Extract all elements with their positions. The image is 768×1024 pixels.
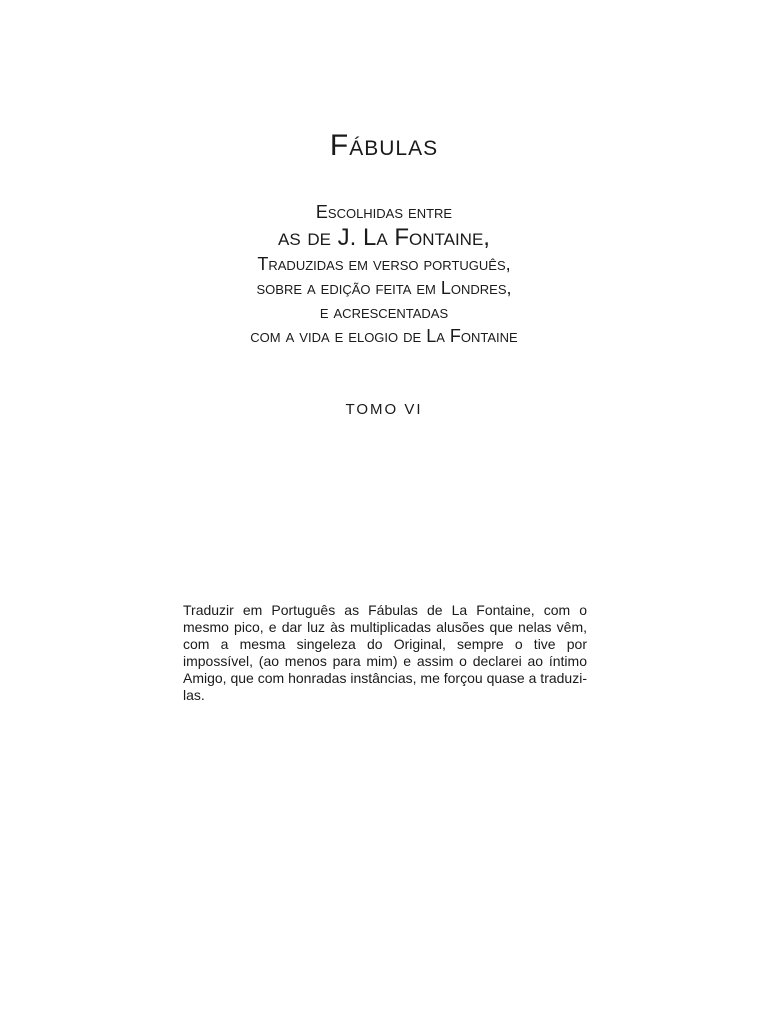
subtitle-line-4: sobre a edição feita em Londres, — [256, 278, 512, 298]
subtitle-line-5: e acrescentadas — [319, 302, 449, 322]
subtitle-line-2: as de J. La Fontaine, — [278, 224, 490, 251]
book-title: Fábulas — [329, 129, 439, 162]
preface-paragraph: Traduzir em Português as Fábulas de La Fontaine, com o mesmo pico, e dar luz às multiplicadas alusões que nelas vêm, com a mesma singeleza do Original, sempre o tive por impossível, (ao menos para mim) e assim o declarei ao íntimo Amigo, que com honradas instâncias, me forçou quase a traduzi-las. — [183, 602, 587, 703]
subtitle-line-3: Traduzidas em verso português, — [257, 254, 511, 274]
subtitle-block — [0, 200, 768, 348]
volume-label: TOMO VI — [345, 401, 423, 418]
subtitle-line-6: com a vida e elogio de La Fontaine — [250, 326, 518, 346]
subtitle-line-1: Escolhidas entre — [315, 202, 453, 222]
